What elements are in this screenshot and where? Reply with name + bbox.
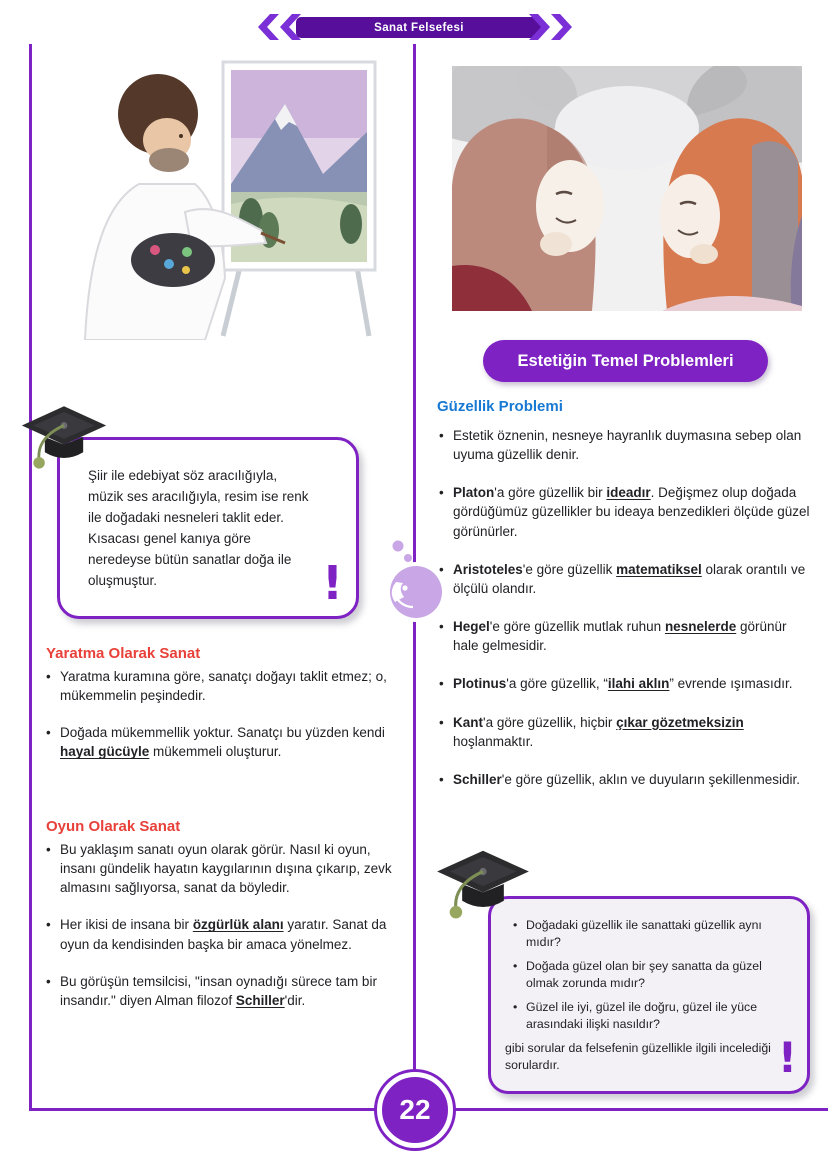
- list-item: • Doğadaki güzellik ile sanattaki güzellik aynı mıdır?: [513, 917, 773, 951]
- oyun-olarak-sanat-heading: Oyun Olarak Sanat: [46, 818, 181, 835]
- quote-text: Şiir ile edebiyat söz aracılığıyla, müzik ses aracılığıyla, resim ise renk ile doğadaki nesneleri taklit eder. Kısacası genel kanıya göre neredeyse bütün sanatlar doğa ile oluşmuştur.: [88, 468, 309, 588]
- question-box-footer: gibi sorular da felsefenin güzellikle ilgili incelediği sorulardır.: [505, 1040, 771, 1072]
- question-callout-box: [488, 896, 810, 1094]
- question-list: [505, 917, 773, 1033]
- list-item: • Estetik öznenin, nesneye hayranlık duymasına sebep olan uyuma güzellik denir.: [437, 426, 811, 464]
- double-chevron-right-icon: [522, 13, 574, 41]
- yaratma-bullet-list: [44, 667, 410, 780]
- header-title-bar: [296, 17, 542, 38]
- list-item: • Aristoteles'e göre güzellik matematiksel olarak orantılı ve ölçülü olandır.: [437, 560, 811, 598]
- list-item: • Schiller'e göre güzellik, aklın ve duyuların şekillenmesidir.: [437, 770, 811, 789]
- list-item: • Platon'a göre güzellik bir ideadır. Değişmez olup doğada gördüğümüz güzellikler bu ideaya benzedikleri ölçüde güzel görünürler.: [437, 483, 811, 540]
- list-item: • Bu görüşün temsilcisi, "insan oynadığı sürece tam bir insandır." diyen Alman filozof Schiller'dir.: [44, 972, 410, 1010]
- exclamation-icon: !: [322, 555, 343, 610]
- graduation-cap-icon: [18, 400, 110, 472]
- painter-at-easel-illustration: [55, 52, 385, 340]
- list-item: • Güzel ile iyi, güzel ile doğru, güzel ile yüce arasındaki ilişki nasıldır?: [513, 999, 773, 1033]
- graduation-cap-icon: [433, 844, 533, 922]
- page-number-circle: [377, 1072, 453, 1148]
- list-item: • Her ikisi de insana bir özgürlük alanı yaratır. Sanat da oyun da kendisinden başka bir amaca yönelmez.: [44, 915, 410, 953]
- left-rail-line: [29, 44, 32, 1108]
- list-item: • Doğada mükemmellik yoktur. Sanatçı bu yüzden kendi hayal gücüyle mükemmeli oluşturur.: [44, 723, 410, 761]
- section-badge-label: Estetiğin Temel Problemleri: [517, 351, 734, 370]
- list-item: • Doğada güzel olan bir şey sanatta da güzel olmak zorunda mıdır?: [513, 958, 773, 992]
- list-item: • Yaratma kuramına göre, sanatçı doğayı taklit etmez; o, mükemmelin peşindedir.: [44, 667, 410, 705]
- list-item: • Bu yaklaşım sanatı oyun olarak görür. Nasıl ki oyun, insanı gündelik hayatın kaygılarının dışına çıkarıp, zevk almasını sağlıyorsa, sanat da böyledir.: [44, 840, 410, 897]
- two-faces-illustration: [452, 66, 802, 311]
- guzellik-problemi-heading: Güzellik Problemi: [437, 398, 563, 415]
- double-chevron-left-icon: [256, 13, 308, 41]
- section-badge: [483, 340, 768, 382]
- page-number: 22: [399, 1094, 431, 1125]
- yaratma-olarak-sanat-heading: Yaratma Olarak Sanat: [46, 645, 201, 662]
- thinking-head-icon: [386, 536, 444, 624]
- exclamation-icon: !: [777, 1033, 797, 1082]
- list-item: • Hegel'e göre güzellik mutlak ruhun nesnelerde görünür hale gelmesidir.: [437, 617, 811, 655]
- guzellik-bullet-list: [437, 426, 811, 808]
- list-item: • Kant'a göre güzellik, hiçbir çıkar gözetmeksizin hoşlanmaktır.: [437, 713, 811, 751]
- list-item: • Plotinus'a göre güzellik, “ilahi aklın” evrende ışımasıdır.: [437, 674, 811, 693]
- header-title: Sanat Felsefesi: [374, 21, 464, 34]
- oyun-bullet-list: [44, 840, 410, 1028]
